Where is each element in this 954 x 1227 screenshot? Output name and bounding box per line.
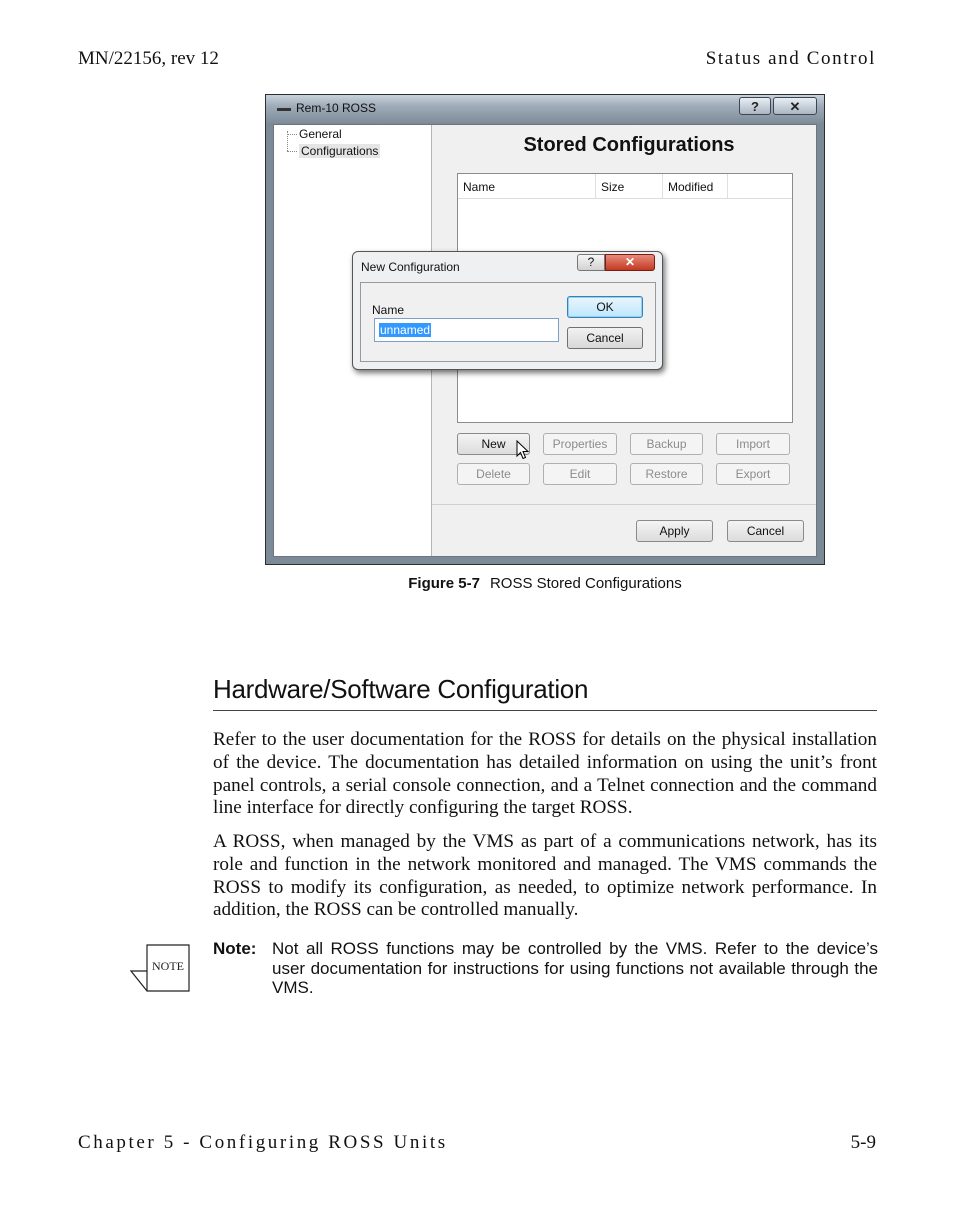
cancel-button[interactable]: Cancel bbox=[727, 520, 804, 542]
window-titlebar bbox=[266, 95, 824, 123]
name-input[interactable] bbox=[374, 318, 559, 342]
figure-label: Figure 5-7 bbox=[408, 575, 480, 592]
dialog-close-button[interactable]: ✕ bbox=[605, 254, 655, 271]
tree-item-configurations[interactable] bbox=[287, 144, 380, 158]
export-button[interactable]: Export bbox=[716, 463, 790, 485]
window-menu-icon[interactable] bbox=[277, 108, 291, 111]
new-configuration-dialog bbox=[352, 251, 663, 370]
apply-button[interactable]: Apply bbox=[636, 520, 713, 542]
list-header bbox=[458, 174, 792, 199]
tree-item-general[interactable] bbox=[287, 127, 342, 141]
dialog-help-button[interactable]: ? bbox=[577, 254, 605, 271]
panel-heading: Stored Configurations bbox=[523, 134, 735, 156]
page-header-section: Status and Control bbox=[705, 48, 876, 69]
name-label: Name bbox=[372, 303, 405, 317]
divider bbox=[432, 504, 816, 505]
paragraph-1: Refer to the user documentation for the ROSS for details on the physical installation of the device. The documentation has detailed information on using the unit’s front panel controls, a serial console connection, and a Telnet connection and the command line interface for directly configuring the target ROSS. bbox=[213, 729, 877, 819]
dialog-ok-button[interactable]: OK bbox=[567, 296, 643, 318]
note-label: Note: bbox=[213, 939, 257, 958]
figure-caption bbox=[0, 575, 954, 592]
page-number: 5-9 bbox=[850, 1132, 876, 1153]
page-footer-chapter: Chapter 5 - Configuring ROSS Units bbox=[78, 1132, 448, 1153]
tree-item-label: Configurations bbox=[301, 144, 379, 158]
tree-item-label: General bbox=[299, 127, 342, 141]
import-button[interactable]: Import bbox=[716, 433, 790, 455]
new-button[interactable]: New bbox=[457, 433, 530, 455]
window-close-button[interactable]: ✕ bbox=[773, 97, 817, 115]
restore-button[interactable]: Restore bbox=[630, 463, 703, 485]
name-input-value: unnamed bbox=[380, 323, 431, 337]
dialog-content bbox=[360, 282, 656, 362]
section-heading: Hardware/Software Configuration bbox=[213, 674, 877, 711]
note-icon bbox=[130, 943, 190, 993]
dialog-title: New Configuration bbox=[361, 260, 460, 274]
mouse-cursor-icon bbox=[516, 440, 530, 460]
column-header-size[interactable]: Size bbox=[596, 174, 663, 198]
page-header-doc-id: MN/22156, rev 12 bbox=[78, 48, 219, 69]
window-title: Rem-10 ROSS bbox=[296, 101, 377, 115]
window-help-button[interactable]: ? bbox=[739, 97, 771, 115]
edit-button[interactable]: Edit bbox=[543, 463, 617, 485]
delete-button[interactable]: Delete bbox=[457, 463, 530, 485]
dialog-cancel-button[interactable]: Cancel bbox=[567, 327, 643, 349]
backup-button[interactable]: Backup bbox=[630, 433, 703, 455]
figure-caption-text: ROSS Stored Configurations bbox=[489, 575, 682, 592]
properties-button[interactable]: Properties bbox=[543, 433, 617, 455]
paragraph-2: A ROSS, when managed by the VMS as part of a communications network, has its role and function in the network monitored and managed. The VMS commands the ROSS to modify its configuration, as needed, to optimize network performance. In addition, the ROSS can be controlled manually. bbox=[213, 831, 877, 921]
column-header-modified[interactable]: Modified bbox=[663, 174, 728, 198]
note-text: Not all ROSS functions may be controlled by the VMS. Refer to the device’s user documentation for instructions for using functions not available through the VMS. bbox=[272, 939, 878, 997]
note-icon-label: NOTE bbox=[152, 959, 184, 973]
column-header-name[interactable]: Name bbox=[458, 174, 596, 198]
